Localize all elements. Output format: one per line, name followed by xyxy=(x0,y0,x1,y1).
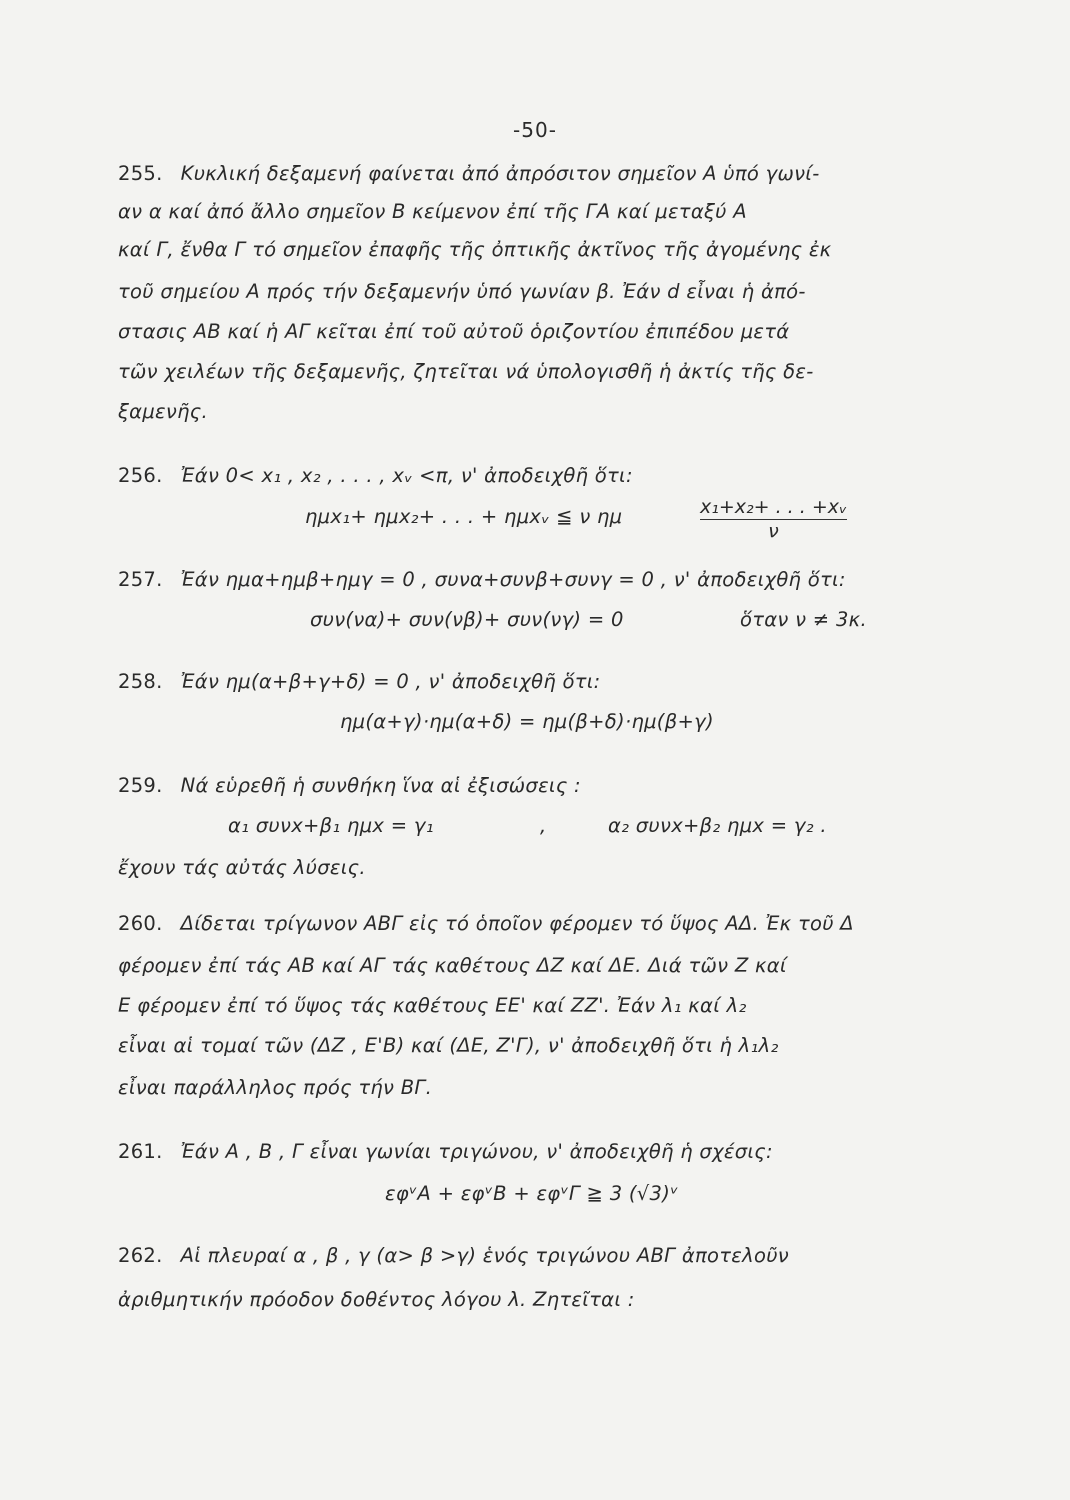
problem-number: 257. xyxy=(118,568,163,591)
problem-255-line-6: τῶν χειλέων τῆς δεξαμενῆς, ζητεῖται νά ὑπολογισθῆ ἡ ἀκτίς τῆς δε- xyxy=(118,360,814,383)
problem-255-line-1: 255. Κυκλική δεξαμενή φαίνεται ἀπό ἀπρόσιτον σημεῖον Α ὑπό γωνί- xyxy=(118,162,820,185)
problem-number: 258. xyxy=(118,670,163,693)
problem-255-line-4: τοῦ σημείου Α πρός τήν δεξαμενήν ὑπό γωνίαν β. Ἐάν d εἶναι ἡ ἀπό- xyxy=(118,280,806,303)
problem-255-line-2: αν α καί ἀπό ἄλλο σημεῖον Β κείμενον ἐπί τῆς ΓΑ καί μεταξύ Α xyxy=(118,200,747,223)
problem-255-line-7: ξαμενῆς. xyxy=(118,400,208,423)
problem-259-line-1: 259. Νά εὑρεθῆ ἡ συνθήκη ἵνα αἱ ἐξισώσεις : xyxy=(118,774,581,797)
problem-256-line-1: 256. Ἐάν 0< x₁ , x₂ , . . . , xᵥ <π, ν' ἀποδειχθῆ ὅτι: xyxy=(118,464,633,487)
problem-260-line-4: εἶναι αἱ τομαί τῶν (ΔΖ , Ε'Β) καί (ΔΕ, Ζ'Γ), ν' ἀποδειχθῆ ὅτι ἡ λ₁λ₂ xyxy=(118,1034,779,1057)
problem-255-line-5: στασις ΑΒ καί ἡ ΑΓ κεῖται ἐπί τοῦ αὐτοῦ ὁριζοντίου ἐπιπέδου μετά xyxy=(118,320,790,343)
problem-262-line-1: 262. Αἱ πλευραί α , β , γ (α> β >γ) ἑνός τριγώνου ΑΒΓ ἀποτελοῦν xyxy=(118,1244,789,1267)
problem-261-formula: εφᵛΑ + εφᵛΒ + εφᵛΓ ≧ 3 (√3)ᵛ xyxy=(385,1182,679,1205)
problem-260-line-2: φέρομεν ἐπί τάς ΑΒ καί ΑΓ τάς καθέτους ΔΖ καί ΔΕ. Διά τῶν Ζ καί xyxy=(118,954,787,977)
problem-259-equation-2: α₂ συνx+β₂ ημx = γ₂ . xyxy=(608,814,827,837)
problem-258-formula: ημ(α+γ)·ημ(α+δ) = ημ(β+δ)·ημ(β+γ) xyxy=(340,710,714,733)
problem-256-formula: ημx₁+ ημx₂+ . . . + ημxᵥ ≦ ν ημ xyxy=(305,505,623,528)
problem-256-fraction xyxy=(700,496,847,542)
page-number: -50- xyxy=(513,118,557,142)
problem-260-line-1: 260. Δίδεται τρίγωνον ΑΒΓ εἰς τό ὁποῖον φέρομεν τό ὕψος ΑΔ. Ἐκ τοῦ Δ xyxy=(118,912,854,935)
problem-number: 261. xyxy=(118,1140,163,1163)
problem-257-line-1: 257. Ἐάν ημα+ημβ+ημγ = 0 , συνα+συνβ+συνγ = 0 , ν' ἀποδειχθῆ ὅτι: xyxy=(118,568,846,591)
problem-257-condition: ὅταν ν ≠ 3κ. xyxy=(740,608,867,631)
fraction-denominator: ν xyxy=(768,520,779,542)
problem-261-line-1: 261. Ἐάν Α , Β , Γ εἶναι γωνίαι τριγώνου, ν' ἀποδειχθῆ ἡ σχέσις: xyxy=(118,1140,773,1163)
problem-258-line-1: 258. Ἐάν ημ(α+β+γ+δ) = 0 , ν' ἀποδειχθῆ ὅτι: xyxy=(118,670,601,693)
problem-260-line-5: εἶναι παράλληλος πρός τήν ΒΓ. xyxy=(118,1076,433,1099)
problem-260-line-3: Ε φέρομεν ἐπί τό ὕψος τάς καθέτους ΕΕ' καί ΖΖ'. Ἐάν λ₁ καί λ₂ xyxy=(118,994,747,1017)
problem-259-equation-1: α₁ συνx+β₁ ημx = γ₁ xyxy=(228,814,434,837)
fraction-numerator: x₁+x₂+ . . . +xᵥ xyxy=(700,496,847,518)
problem-259-separator: , xyxy=(540,814,547,837)
problem-259-line-3: ἔχουν τάς αὐτάς λύσεις. xyxy=(118,856,366,879)
problem-number: 260. xyxy=(118,912,163,935)
problem-255-line-3: καί Γ, ἔνθα Γ τό σημεῖον ἐπαφῆς τῆς ὀπτικῆς ἀκτῖνος τῆς ἀγομένης ἐκ xyxy=(118,238,832,261)
problem-262-line-2: ἀριθμητικήν πρόοδον δοθέντος λόγου λ. Ζητεῖται : xyxy=(118,1288,635,1311)
problem-number: 259. xyxy=(118,774,163,797)
problem-number: 256. xyxy=(118,464,163,487)
problem-number: 262. xyxy=(118,1244,163,1267)
problem-257-formula: συν(να)+ συν(νβ)+ συν(νγ) = 0 xyxy=(310,608,624,631)
problem-number: 255. xyxy=(118,162,163,185)
